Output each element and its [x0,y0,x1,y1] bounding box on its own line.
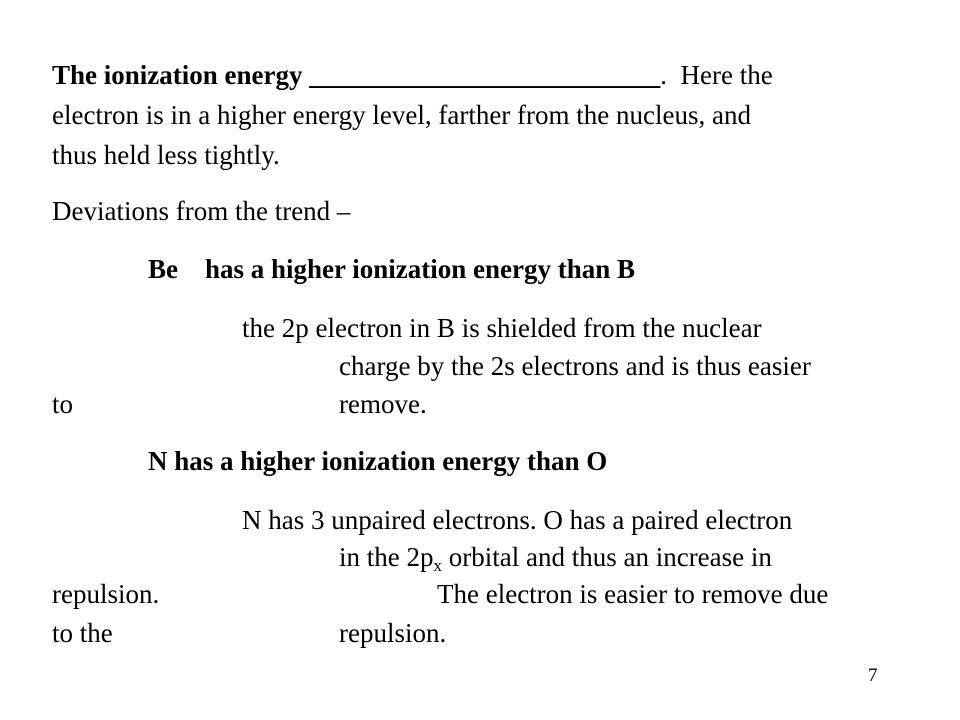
answer-blank: __________________________ [309,60,661,90]
case2-heading: N has a higher ionization energy than O [148,446,608,476]
case2-expl-line-2-a: in the 2p [339,542,434,572]
intro-line-1 [52,59,773,91]
page-number: 7 [868,665,878,686]
case2-expl-line-4-right: repulsion. [339,618,447,648]
intro-line-3: thus held less tightly. [52,140,280,170]
case2-expl-line-3-left: repulsion. [52,579,160,609]
intro-bold-lead: The ionization energy [52,60,310,90]
case1-element: Be [148,254,178,284]
intro-line-2: electron is in a higher energy level, farther from the nucleus, and [52,100,751,130]
deviations-heading: Deviations from the trend – [52,196,351,226]
intro-period-text: . Here the [660,60,773,90]
case2-expl-line-3-right: The electron is easier to remove due [437,579,829,609]
case2-expl-line-4-left: to the [52,618,113,648]
case1-expl-line-1: the 2p electron in B is shielded from the nuclear [242,313,762,343]
case2-expl-line-1: N has 3 unpaired electrons. O has a paired electron [242,505,793,535]
orbital-subscript: x [433,556,442,575]
case2-expl-line-2-b: orbital and thus an increase in [442,542,772,572]
case1-expl-line-3-left: to [52,389,74,419]
case1-expl-line-2: charge by the 2s electrons and is thus easier [339,351,811,381]
case1-heading-text: has a higher ionization energy than B [205,254,636,284]
case2-expl-line-2 [339,541,772,573]
case1-expl-line-3-right: remove. [339,389,427,419]
